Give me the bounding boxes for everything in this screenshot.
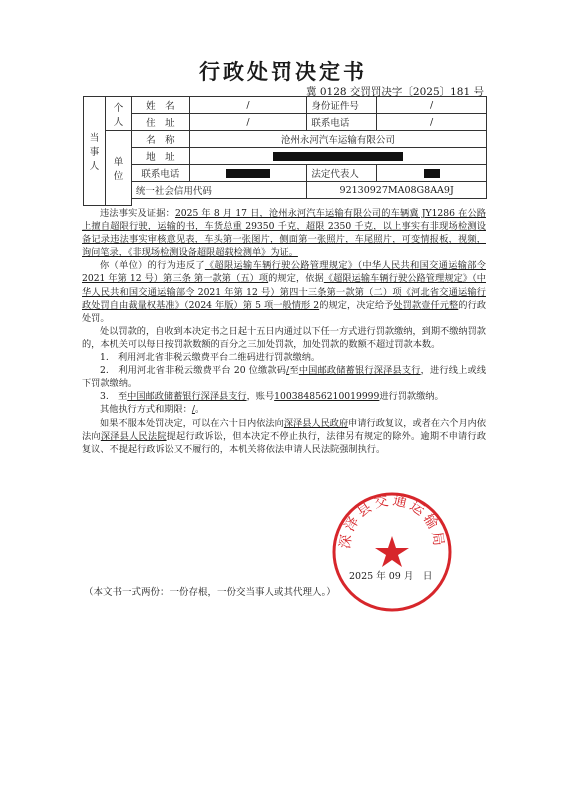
appeal-text-b: 申请行政复议，或者在六个月内依法向: [82, 417, 487, 442]
individual-id-value: /: [377, 97, 487, 114]
individual-phone-value: /: [377, 114, 487, 131]
unit-name-label: 名 称: [131, 131, 189, 148]
individual-name-value: /: [189, 97, 307, 114]
table-spacer: [131, 199, 486, 206]
violation-intro: 你（单位）的行为违反了: [100, 260, 205, 272]
method3-text-a: 3. 至: [100, 391, 128, 403]
payment-intro: 处以罚款的，自收到本决定书之日起十五日内通过以下任一方式进行罚款缴纳，到期不缴纳罚款的，本机关可以每日按罚款数额的百分之三加处罚款，加处罚款的数额不超过罚款本数。: [82, 325, 486, 350]
redacted-phone: [226, 169, 270, 178]
appeal-text-a: 如果不服本处罚决定，可以在六十日内依法向: [100, 417, 284, 429]
unit-address-label: 地 址: [131, 148, 189, 165]
payment-code: /: [286, 365, 290, 377]
document-number: 冀 0128 交罚罚决字〔2025〕181 号: [306, 86, 484, 98]
method3-bank: 中国邮政储蓄银行深泽县支行: [127, 391, 247, 403]
other-text-a: 其他执行方式和期限：: [100, 404, 192, 416]
other-text-b: 。: [194, 404, 205, 416]
party-heading-label: 当事人: [89, 132, 100, 172]
violation-paragraph: [82, 259, 486, 324]
violation-basis-intro: 的规定，依据: [268, 273, 324, 285]
facts-paragraph: [82, 207, 486, 259]
seal-star-icon: [375, 536, 409, 567]
payment-bank: 中国邮政储蓄银行深泽县支行: [298, 365, 421, 377]
facts-label: 违法事实及证据：: [100, 208, 175, 219]
violated-regulation: 《超限运输车辆行驶公路管理规定》（中华人民共和国交通运输部令 2021 年第 12 号）第三条 第一款第（五）项: [82, 260, 486, 285]
method2-text-b: 至: [289, 365, 299, 377]
redacted-address: [273, 152, 403, 161]
other-execution: [82, 403, 486, 416]
seal-text-path: 深泽县交通运输局: [337, 492, 447, 550]
individual-id-label: 身份证件号: [307, 97, 377, 114]
appeal-text-c: 提起行政诉讼，但本决定不停止执行，法律另有规定的除外。逾期不申请行政复议、不提起行政诉讼又不履行的，本机关将依法申请人民法院强制执行。: [82, 430, 487, 455]
unit-legal-rep-value: [377, 165, 487, 182]
individual-name-label: 姓 名: [131, 97, 189, 114]
violation-decision-intro: 的规定，决定给予: [319, 299, 394, 311]
appeal-paragraph: [82, 417, 486, 456]
penalty-amount: 处罚款壹仟元整: [393, 299, 459, 311]
method3-text-c: 进行罚款缴纳。: [379, 391, 444, 403]
payment-method-2: [82, 364, 486, 390]
individual-label: 个人: [105, 97, 131, 131]
party-heading: [84, 97, 106, 206]
unit-address-value: [189, 148, 486, 165]
unit-name-value: 沧州永河汽车运输有限公司: [189, 131, 486, 148]
document-title: 行政处罚决定书: [199, 59, 367, 84]
payment-method-1: 1. 利用河北省非税云缴费平台二维码进行罚款缴纳。: [100, 352, 321, 364]
unit-label: 单位: [105, 131, 131, 206]
party-info-table: [83, 96, 487, 206]
credit-code-label: 统一社会信用代码: [131, 182, 306, 199]
facts-text: 2025 年 8 月 17 日，沧州永河汽车运输有限公司的车辆冀 JY1286 在公路上擅自超限行驶，运输的书，车货总重 29350 千克，超限 2350 千克，以上事实有非现场检测设备记录违法事实审核意见表，车头第一张图片，侧面第一张照片，车尾照片，可变情报板，视频，询问笔录，《非现场检测设备超限超载检测单》为证。: [82, 208, 486, 259]
credit-code-value: 92130927MA08G8AA9J: [307, 182, 487, 199]
method2-text-c: ，进行线上或线下罚款缴纳。: [82, 365, 487, 390]
violation-end: 的行政处罚。: [82, 299, 487, 324]
individual-phone-label: 联系电话: [307, 114, 377, 131]
decision-date: 2025 年 09 月 日: [349, 571, 433, 582]
other-value: /: [191, 404, 195, 416]
official-seal: [330, 490, 454, 614]
penalty-basis-regulation: 《超限运输车辆行驶公路管理规定》（中华人民共和国交通运输部令 2021 年第 12 号）第四十三条第一款第（二）项《河北省交通运输行政处罚自由裁量权基准》（2024 年版）第 5 项一般情形 2: [82, 273, 486, 311]
unit-phone-value: [189, 165, 307, 182]
method2-text-a: 2. 利用河北省非税云缴费平台 20 位缴款码: [100, 365, 287, 377]
unit-phone-label: 联系电话: [131, 165, 189, 182]
individual-address-value: /: [189, 114, 307, 131]
redacted-legal-rep: [424, 169, 440, 178]
bank-account: 100384856210019999: [274, 391, 380, 403]
unit-legal-rep-label: 法定代表人: [307, 165, 377, 182]
appeal-government: 深泽县人民政府: [283, 417, 349, 429]
payment-method-3: [82, 390, 486, 403]
individual-address-label: 住 址: [131, 114, 189, 131]
method3-text-b: ，账号: [246, 391, 275, 403]
footer-note: （本文书一式两份：一份存根，一份交当事人或其代理人。）: [84, 587, 336, 598]
appeal-court: 深泽县人民法院: [100, 430, 167, 442]
document-body: [82, 207, 486, 456]
